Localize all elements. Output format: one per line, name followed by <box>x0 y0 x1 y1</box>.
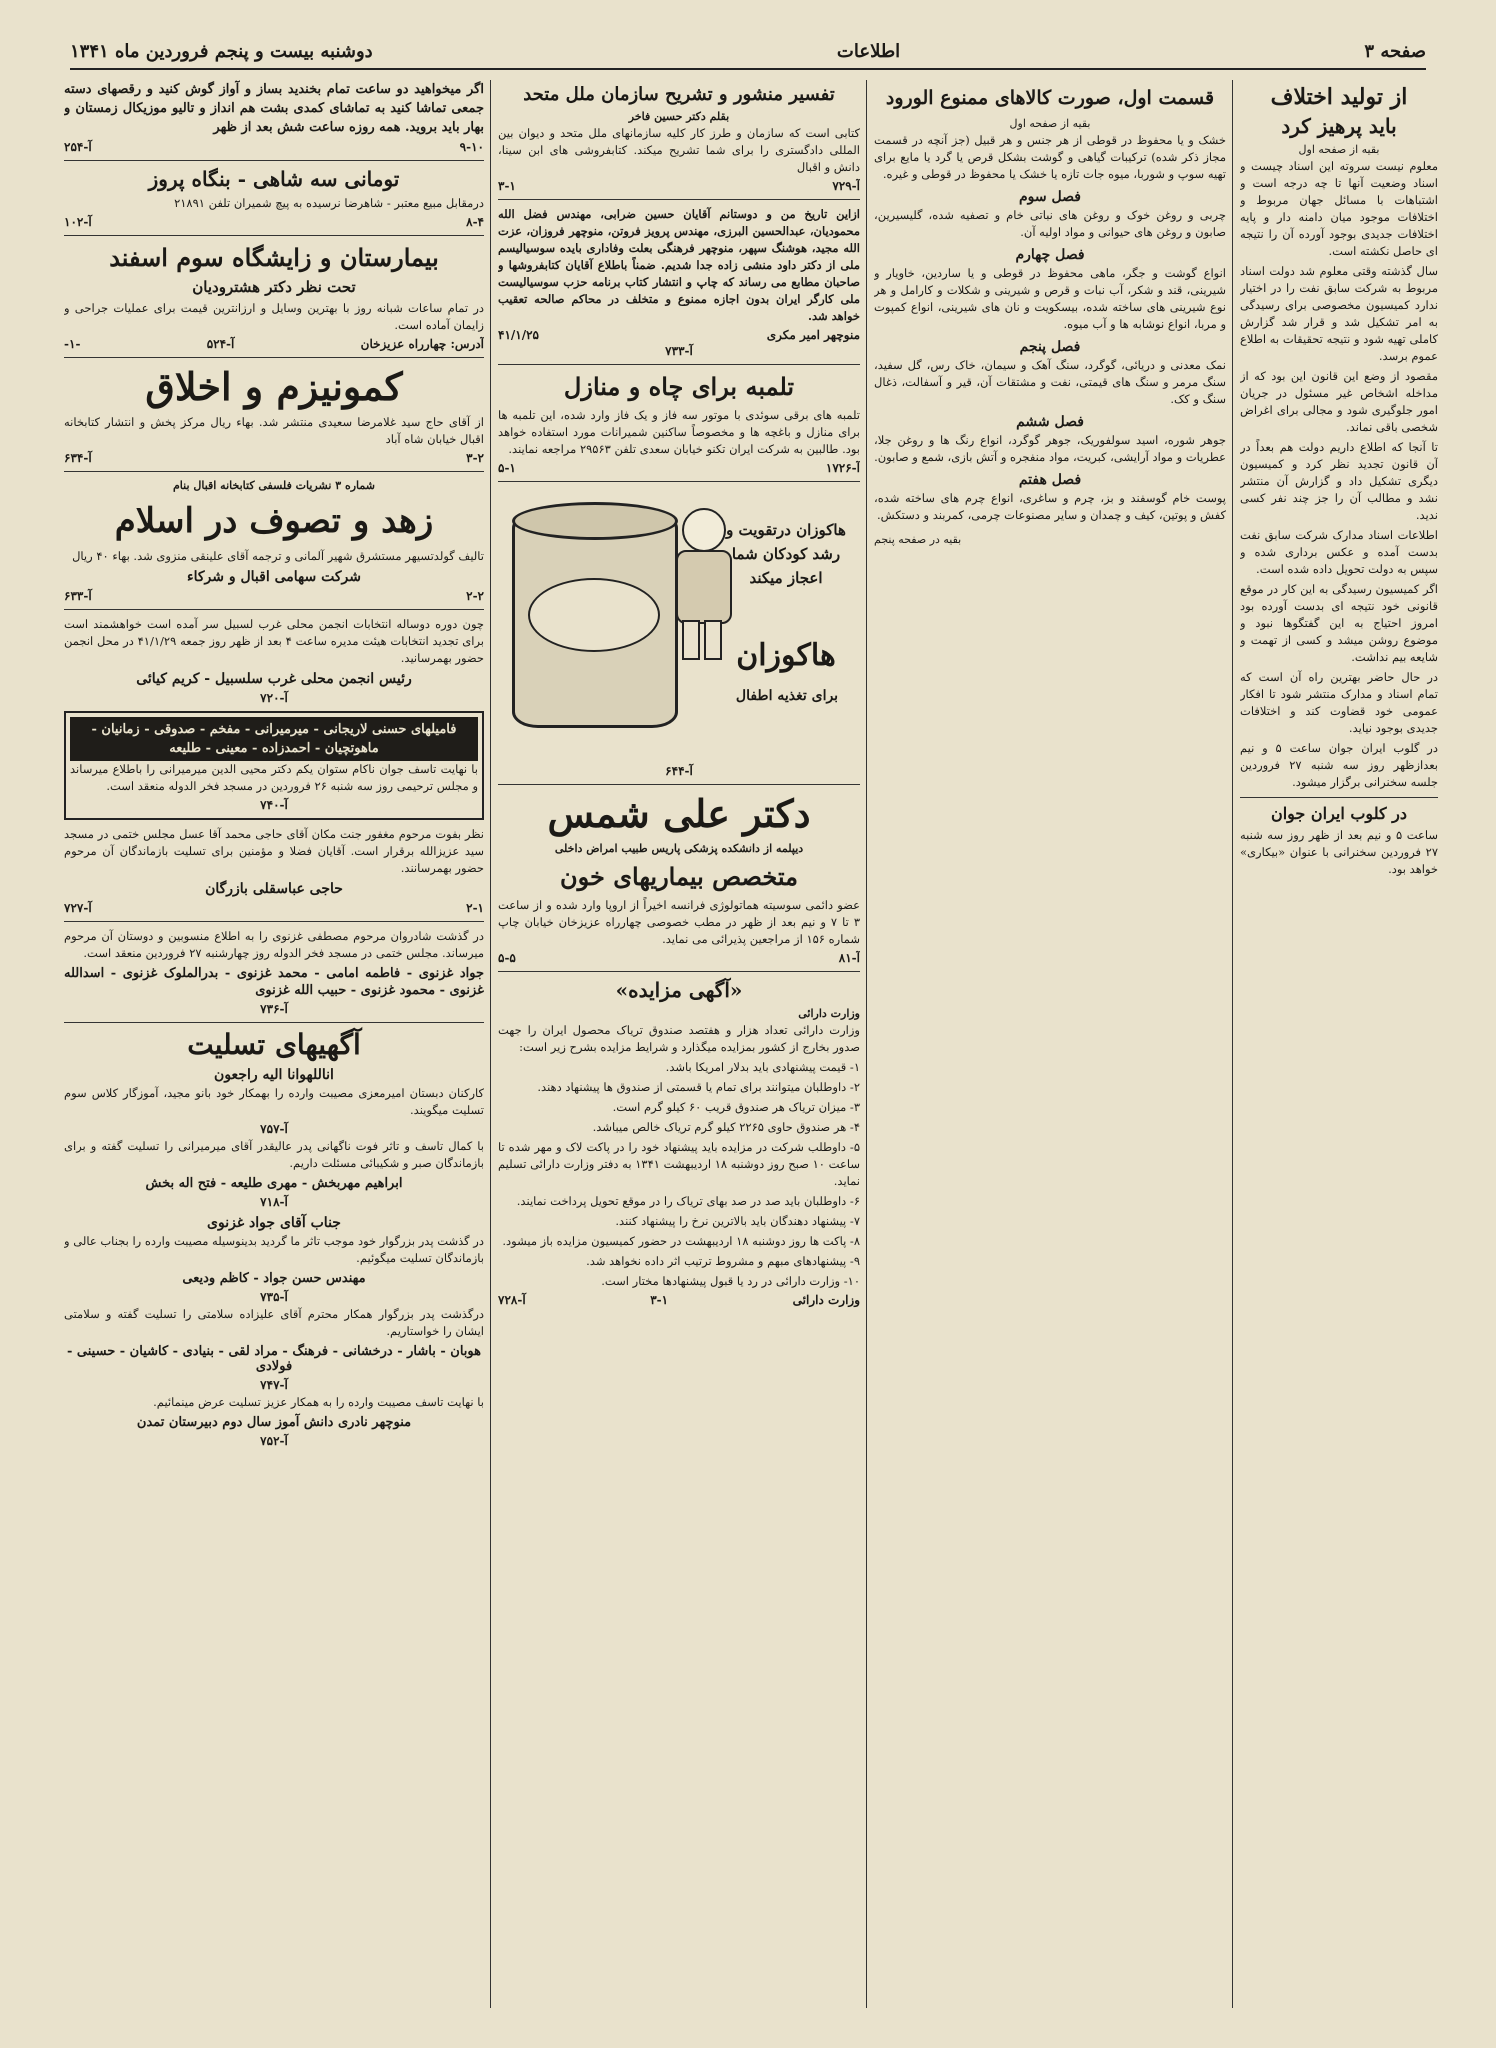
ad-code: آ-۷۱۸ <box>260 1195 288 1209</box>
divider <box>498 784 860 785</box>
section-heading: فصل چهارم <box>1015 247 1085 263</box>
section-heading: فصل سوم <box>1019 189 1081 205</box>
haji-text: نظر بفوت مرحوم مغفور جنت مکان آقای حاجی محمد آقا عسل مجلس ختمی در مسجد سید عزیزالله برقرار است. آقایان فضلا و مؤمنین برای تسلیت بازماندگان آن مرحوم حضور بهمرسانند. <box>64 827 484 875</box>
ad-code: آ-۷۵۲ <box>260 1434 288 1448</box>
series-note: شماره ۳ نشریات فلسفی کتابخانه اقبال بنام <box>173 479 375 492</box>
tomani-title: تومانی سه شاهی - بنگاه پروز <box>148 167 400 191</box>
divider <box>498 199 860 200</box>
auction-line: ۸- پاکت ها روز دوشنبه ۱۸ اردیبهشت در حضور کمیسیون مزایده باز میشود. <box>502 1234 860 1248</box>
election-text: چون دوره دوساله انتخابات انجمن محلی غرب لسبیل سر آمده است خواهشمند است برای تجدید انتخابات هیئت مدیره ساعت ۴ بعد از ظهر روز جمعه ۴۱/۱/۲۹ در محل انجمن حضور بهمرسانید. <box>64 617 484 665</box>
family-title: فامیلهای حسنی لاریجانی - میرمیرانی - مفخم - صدوقی - زمانیان - ماهوتچیان - احمدزاده - معینی - طلیعه <box>70 717 478 761</box>
ad-code: آ-۱۷۲۶ ۵-۱ <box>498 461 860 475</box>
auction-title: «آگهی مزایده» <box>615 978 743 1002</box>
column-rule <box>490 80 491 2008</box>
continued-note: بقیه از صفحه اول <box>1298 143 1380 156</box>
ad-code: آ-۷۲۰ <box>260 691 288 705</box>
auction-line: ۳- میزان تریاک هر صندوق قریب ۶۰ کیلو گرم است. <box>612 1100 860 1114</box>
hospital-sub: تحت نظر دکتر هشترودیان <box>192 278 356 296</box>
un-book-title: تفسیر منشور و تشریح سازمان ملل متحد <box>523 84 835 105</box>
doctor-text: عضو دائمی سوسیته هماتولوژی فرانسه اخیراً از اروپا وارد شده و از ساعت ۳ تا ۷ و نیم بعد از ظهر در مطب خصوصی چهارراه عزیزخان خیابان چاپ شماره ۱۵۶ از مراجعین پذیرائی می نماید. <box>498 898 860 946</box>
hakozan-slogan: هاکوزان درتقویت و رشد کودکان شما اعجاز میکند <box>726 521 846 587</box>
ad-code: ۹-۱۰ آ-۲۵۴ <box>64 140 484 154</box>
auction-line: ۴- هر صندوق حاوی ۲۲۶۵ کیلو گرم تریاک خالص میباشد. <box>592 1120 860 1134</box>
section-text: نمک معدنی و دریائی، گوگرد، سنگ آهک و سیمان، خاک رس، گل سفید، سنگ مرمر و سنگ های قیمتی، نفت و مشتقات آن، قیر و آسفالت، ذغال سنگ و کک. <box>874 358 1226 406</box>
ad-code: ۲-۲ آ-۶۳۳ <box>64 589 484 603</box>
auction-line: ۱۰- وزارت دارائی در رد یا قبول پیشنهادها مختار است. <box>601 1274 860 1288</box>
ad-code: آ-۷۳۵ <box>260 1290 288 1304</box>
issue-date: دوشنبه بیست و پنجم فروردین ماه ۱۳۴۱ <box>70 40 373 62</box>
election-sign: رئیس انجمن محلی غرب سلسبیل - کریم کیائی <box>136 671 412 687</box>
condolence-title: اناللهوانا الیه راجعون <box>214 1067 334 1083</box>
editorial-paragraph: تا آنجا که اطلاع داریم دولت هم بعداً در آن قانون تجدید نظر کرد و کمیسیون دیگری تشکیل داد و گزارش آن منتشر نشد و مطالب آن را جز چند نفر کسی ندید. <box>1240 440 1438 522</box>
condolence-header: آگهیهای تسلیت <box>187 1028 361 1061</box>
auction-line: ۵- داوطلب شرکت در مزایده باید پیشنهاد خود را در پاکت لاک و مهر شده تا ساعت ۱۰ صبح روز دوشنبه ۱۸ اردیبهشت ۱۳۴۱ به دفتر وزارت دارائی تسلیم نماید. <box>498 1140 860 1188</box>
zohd-title: زهد و تصوف در اسلام <box>114 501 434 541</box>
auction-line: ۷- پیشنهاد دهندگان باید بالاترین نرخ را پیشنهاد کنند. <box>615 1214 860 1228</box>
condolence-sign: مهندس حسن جواد - کاظم ودیعی <box>182 1271 366 1286</box>
auction-footer: وزارت دارائی ۳-۱ آ-۷۲۸ <box>498 1293 860 1307</box>
divider <box>1240 797 1438 798</box>
continued-note: بقیه از صفحه اول <box>1009 117 1091 130</box>
section-heading: فصل هفتم <box>1018 472 1082 488</box>
hospital-text: در تمام ساعات شبانه روز با بهترین وسایل و ارزانترین قیمت برای عملیات جراحی و زایمان آماده است. <box>64 301 484 332</box>
notice-signature: منوچهر امیر مکری ۴۱/۱/۲۵ <box>498 328 860 342</box>
haji-sign: حاجی عباسقلی بازرگان <box>205 881 343 897</box>
ad-code: آ-۷۴۷ <box>260 1378 288 1392</box>
section-heading: فصل پنجم <box>1019 339 1081 355</box>
communism-title: کمونیزم و اخلاق <box>145 364 403 409</box>
divider <box>64 921 484 922</box>
divider <box>64 160 484 161</box>
auction-line: ۹- پیشنهادهای مبهم و مشروط ترتیب اثر داده نخواهد شد. <box>586 1254 860 1268</box>
doctor-diploma: دیپلمه از دانشکده پزشکی پاریس طبیب امراض داخلی <box>554 842 804 855</box>
condolence-sign: ابراهیم مهربخش - مهری طلیعه - فتح اله بخش <box>145 1176 403 1191</box>
communism-text: از آقای حاج سید غلامرضا سعیدی منتشر شد. بهاء ریال مرکز پخش و انتشار کتابخانه اقبال خیابان شاه آباد <box>64 415 484 446</box>
section-text: انواع گوشت و جگر، ماهی محفوظ در قوطی و یا ساردین، خاویار و شیرینی، قند و شکر، آب نبات و قرص و شیرینی و شکلات و کارامل و هر نوع شیرینی های ساخته شده، بیسکویت و نان های شیرینی، انواع کمپوت و مربا، انواع نوشابه ها و آب میوه. <box>874 266 1226 331</box>
editorial-paragraph: سال گذشته وقتی معلوم شد دولت اسناد مربوط به شرکت سابق نفت را در اختیار ندارد کمیسیون مخصوصی برای رسیدگی به امر تشکیل شد و قرار شد گزارش کاملی تهیه شود و نتیجه تحقیقات به اطلاع عموم برسد. <box>1240 264 1438 363</box>
condolence-text: با نهایت تاسف مصیبت وارده را به همکار عزیز تسلیت عرض مینمائیم. <box>153 1395 484 1409</box>
divider <box>64 471 484 472</box>
hakozan-ad <box>498 488 860 758</box>
ad-code: آ-۷۳۳ <box>665 344 693 358</box>
can-label <box>528 578 660 652</box>
ad-code: ۲-۱ آ-۷۲۷ <box>64 901 484 915</box>
condolence-sign: منوچهر نادری دانش آموز سال دوم دبیرستان تمدن <box>136 1415 412 1430</box>
tomani-text: درمقابل مبیع معتبر - شاهرضا نرسیده به پیچ شمیران تلفن ۲۱۸۹۱ <box>174 196 484 210</box>
divider <box>64 357 484 358</box>
section-text: جوهر شوره، اسید سولفوریک، جوهر گوگرد، انواع رنگ ها و روغن جلا، عطریات و مواد آرایشی، کبریت، مواد منفجره و آتش بازی، شمع و صابون. <box>874 433 1226 464</box>
zohd-publisher: شرکت سهامی اقبال و شرکاء <box>187 569 361 585</box>
ad-code: ۳-۲ آ-۶۳۴ <box>64 451 484 465</box>
auction-dept: وزارت دارائی <box>798 1007 860 1020</box>
condolence-text: کارکنان دبستان امیرمعزی مصیبت وارده را بهمکار خود بانو مجید، آموزگار کلاس سوم تسلیت میگویند. <box>64 1086 484 1117</box>
editorial-paragraph: در گلوب ایران جوان ساعت ۵ و نیم بعدازظهر روز سه شنبه ۲۷ فروردین جلسه سخنرانی برگزار میشود. <box>1240 741 1438 789</box>
editorial-paragraph: در حال حاضر بهترین راه آن است که تمام اسناد و مدارک منتشر شود تا افکار عمومی خود قضاوت کند و اختلافات جدیدی بوجود نیاید. <box>1240 670 1438 735</box>
club-box-text: ساعت ۵ و نیم بعد از ظهر روز سه شنبه ۲۷ فروردین سخنرانی با عنوان «بیکاری» خواهد بود. <box>1240 828 1438 876</box>
family-notice <box>64 711 484 820</box>
ghaznavi-text: در گذشت شادروان مرحوم مصطفی غزنوی را به اطلاع منسوبین و دوستان آن مرحوم میرساند. مجلس ختمی در مسجد فخر الدوله روز چهارشنبه ۲۷ فروردین منعقد است. <box>64 929 484 960</box>
editorial-subtitle: باید پرهیز کرد <box>1281 114 1397 138</box>
ad-code: آ-۸۱ ۵-۵ <box>498 951 860 965</box>
ad-code: ۸-۴ آ-۱۰۲ <box>64 215 484 229</box>
column-rule <box>866 80 867 2008</box>
condolence-text: با کمال تاسف و تاثر فوت ناگهانی پدر عالیقدر آقای میرمیرانی را تسلیت گفته و برای بازماندگان صبر و شکیبائی مسئلت داریم. <box>64 1139 484 1170</box>
party-notice: ازاین تاریخ من و دوستانم آقایان حسین ضرابی، مهندس فضل الله محمودیان، عبدالحسین البرزی، مهندس پرویز فروتن، منوچهر فروزان، عزت الله مجید، هوشنگ سپهر، منوچهر فرهنگی بعلت وفاداری بایده سوسیالیسم ملی از دکتر داود منشی زاده جدا شدیم. ضمناً باطلاع آقایان کتابفروشها و صاحبان مطابع می رساند که چاپ و انتشار کتاب برنامه حزب سوسیالیست ملی کارگر ایران بدون اجازه ممنوع و متخلف در محاکم صالحه تعقیب خواهد شد. <box>498 207 860 323</box>
ad-code: آ-۷۵۷ <box>260 1122 288 1136</box>
editorial-paragraph: معلوم نیست سروته این اسناد چیست و اسناد وضعیت آنها تا چه درجه است و اشتباهات با مسائل جهان مربوط و اختلافات موجود میان دامنه دار و پایه اختلافات جدیدی بوجود آورده آن را نتیجه ای حاصل نکشته است. <box>1240 159 1438 258</box>
column-rule <box>1232 80 1233 2008</box>
imports-intro: خشک و یا محفوظ در قوطی از هر جنس و هر قبیل (جز آنچه در قسمت مجاز ذکر شده) ترکیبات گیاهی و گوشت بشکل قرص یا گرد یا مایع برای تهیه سوپ و شوربا، میوه جات تازه یا خشک یا محفوظ در قوطی و غیره. <box>874 133 1226 181</box>
divider <box>64 235 484 236</box>
hakozan-sub: برای تغذیه اطفال <box>735 688 839 704</box>
un-book-author: بقلم دکتر حسین فاخر <box>628 110 730 123</box>
hospital-footer: آدرس: چهارراه عزیزخان آ-۵۲۴ -۱- <box>64 337 484 351</box>
ad-code: آ-۶۴۴ <box>665 764 693 778</box>
condolence-title: جناب آقای جواد غزنوی <box>207 1215 341 1231</box>
divider <box>498 364 860 365</box>
doctor-name: دکتر علی شمس <box>547 791 811 836</box>
editorial-paragraph: مقصود از وضع این قانون این بود که از مداخله اشخاص غیر مسئول در جریان امور جلوگیری شود و مجالی برای اغراض شخصی باقی نماند. <box>1240 369 1438 434</box>
page-number: صفحه ۳ <box>1364 40 1426 62</box>
ad-code: آ-۷۳۶ <box>260 1002 288 1016</box>
auction-line: وزارت دارائی تعداد هزار و هفتصد صندوق تریاک محصول ایران را جهت صدور بخارج از کشور بمزایده میگذارد و شرایط مزایده بشرح زیر است: <box>498 1023 860 1054</box>
ad-code: آ-۷۲۹ ۳-۱ <box>498 179 860 193</box>
column-editorial <box>1240 80 1438 2008</box>
ghaznavi-names: جواد غزنوی - فاطمه امامی - محمد غزنوی - بدرالملوک غزنوی - اسدالله غزنوی - محمود غزنوی - حبیب الله غزنوی <box>64 966 484 998</box>
pump-title: تلمبه برای چاه و منازل <box>563 372 795 401</box>
un-book-text: کتابی است که سازمان و طرز کار کلیه سازمانهای ملل متحد و دیوان بین المللی دادگستری را برای شما تشریح میکند. کتابفروشی های ابن سینا، دانش و اقبال <box>498 126 860 174</box>
club-box-title: در کلوب ایران جوان <box>1270 804 1408 823</box>
auction-line: ۶- داوطلبان باید صد در صد بهای تریاک را در موقع تحویل پرداخت نمایند. <box>516 1194 860 1208</box>
condolence-names: هوبان - باشار - درخشانی - فرهنگ - مراد لقی - بنیادی - کاشیان - حسینی - فولادی <box>67 1344 481 1374</box>
family-text: با نهایت تاسف جوان ناکام ستوان یکم دکتر محیی الدین میرمیرانی را باطلاع میرساند و مجلس ترحیمی روز سه شنبه ۲۶ فروردین در مسجد فخر الدوله منعقد است. <box>70 762 478 793</box>
column-imports <box>874 80 1226 2008</box>
section-text: چربی و روغن خوک و روغن های نباتی خام و تصفیه شده، گلیسیرین، صابون و روغن های حیوانی و مواد اولیه آن. <box>874 208 1226 239</box>
hakozan-brand: هاکوزان <box>736 638 836 673</box>
divider <box>498 971 860 972</box>
divider <box>64 609 484 610</box>
zohd-text: تالیف گولدتسیهر مستشرق شهیر آلمانی و ترجمه آقای علینقی منزوی شد. بهاء ۴۰ ریال <box>72 549 484 563</box>
divider <box>64 1022 484 1023</box>
column-ads-left <box>64 80 484 2008</box>
masthead <box>70 34 1426 70</box>
doctor-specialty: متخصص بیماریهای خون <box>560 862 798 891</box>
editorial-paragraph: اطلاعات اسناد مدارک شرکت سابق نفت بدست آمده و عکس برداری شده و سپس به دولت تحویل داده شده است. <box>1240 528 1438 576</box>
editorial-paragraph: اگر کمیسیون رسیدگی به این کار در موقع قانونی خود نتیجه ای بدست آورده بود امروز احتیاج به این گفتگوها نبود و موضوع روشن میشد و کسی از تهمت و شایعه بیم نداشت. <box>1240 582 1438 664</box>
pump-text: تلمبه های برقی سوئدی با موتور سه فاز و یک فاز وارد شده، این تلمبه ها برای منازل و باغچه ها و مخصوصاً ساکنین شمیرانات مورد استفاده خواهد بود. طالبین به شرکت ایران تکنو خیابان سعدی تلفن ۲۹۵۶۳ مراجعه نمایند. <box>498 408 860 456</box>
divider <box>498 481 860 482</box>
can-lid <box>512 502 678 540</box>
ad-code: آ-۷۴۰ <box>260 798 288 812</box>
auction-line: ۱- قیمت پیشنهادی باید بدلار امریکا باشد. <box>665 1060 860 1074</box>
imports-title: قسمت اول، صورت کالاهای ممنوع الورود <box>885 87 1215 109</box>
condolence-text: در گذشت پدر بزرگوار خود موجب تاثر ما گردید بدینوسیله مصیبت وارده را بجناب عالی و بازماندگان تسلیت میگوئیم. <box>64 1234 484 1265</box>
continued-footer: بقیه در صفحه پنجم <box>874 533 962 546</box>
section-heading: فصل ششم <box>1016 414 1084 430</box>
paper-name: اطلاعات <box>836 40 901 62</box>
auction-line: ۲- داوطلبان میتوانند برای تمام یا قسمتی از صندوق ها پیشنهاد دهند. <box>537 1080 860 1094</box>
hospital-title: بیمارستان و زایشگاه سوم اسفند <box>109 243 439 272</box>
section-text: پوست خام گوسفند و بز، چرم و ساغری، انواع چرم های ساخته شده، کفش و پوتین، کیف و چمدان و سایر مصنوعات چرمی، کمربند و دستکش. <box>874 491 1226 522</box>
comedy-ad: اگر میخواهید دو ساعت تمام بخندید بساز و آواز گوش کنید و رقصهای دسته جمعی تماشا کنید به تماشای کمدی بشت هم انداز و تالیو موزیکال زمستان و بهار باید بروید. همه روزه ساعت شش بعد از ظهر <box>64 82 484 135</box>
editorial-title: از تولید اختلاف <box>1270 84 1408 110</box>
condolence-text: درگذشت پدر بزرگوار همکار محترم آقای علیزاده سلامتی را تسلیت گفته و سلامتی ایشان را خواستاریم. <box>64 1307 484 1338</box>
column-ads-center <box>498 80 860 2008</box>
